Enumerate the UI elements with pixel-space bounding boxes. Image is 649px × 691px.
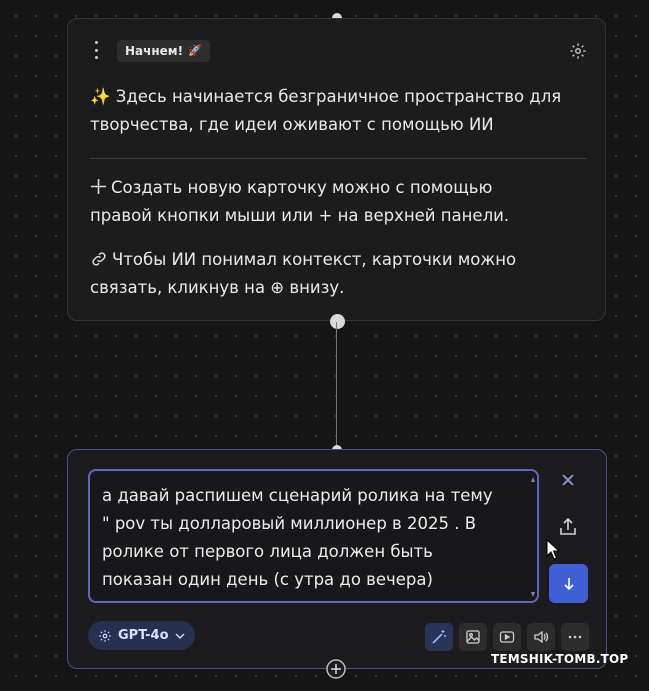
sparkles-icon: ✨ — [90, 87, 111, 106]
prompt-line-2: " pov ты долларовый миллионер в 2025 . В — [102, 514, 477, 533]
tip1-line-2: правой кнопки мыши или + на верхней панели. — [90, 206, 510, 225]
share-icon[interactable] — [556, 515, 580, 539]
tip2-line-2: связать, кликнув на ⊕ внизу. — [90, 278, 345, 297]
tip1-line-1: Создать новую карточку можно с помощью — [111, 178, 493, 197]
tip-new-card — [90, 174, 590, 230]
scrollbar[interactable] — [531, 477, 535, 597]
magic-wand-icon — [431, 629, 447, 645]
card-menu-icon[interactable] — [90, 41, 102, 59]
divider — [90, 158, 587, 159]
mouse-cursor-icon — [546, 539, 560, 561]
prompt-line-1: а давай распишем сценарий ролика на тему — [102, 486, 493, 505]
rocket-icon: 🚀 — [188, 44, 202, 57]
audio-button[interactable] — [527, 623, 555, 651]
more-button[interactable] — [561, 623, 589, 651]
chevron-down-icon — [175, 631, 185, 641]
start-badge — [117, 40, 210, 62]
add-circle-icon[interactable] — [326, 659, 346, 679]
image-icon — [465, 629, 481, 645]
model-selector[interactable] — [88, 621, 195, 650]
tip-link-cards — [90, 246, 590, 302]
intro-line-1: Здесь начинается безграничное пространство для — [115, 87, 562, 106]
connector-line — [336, 322, 337, 450]
welcome-card[interactable] — [67, 18, 606, 321]
link-icon — [90, 250, 108, 268]
prompt-textarea[interactable] — [88, 469, 539, 603]
model-label: GPT-4o — [118, 628, 169, 643]
close-icon[interactable] — [556, 468, 580, 492]
prompt-line-3: ролике от первого лица должен быть — [102, 542, 433, 561]
send-button[interactable] — [549, 564, 588, 603]
prompt-line-4: показан один день (с утра до вечера) — [102, 570, 433, 589]
video-button[interactable] — [493, 623, 521, 651]
prompt-card[interactable] — [67, 449, 607, 669]
badge-label: Начнем! — [125, 44, 184, 58]
tool-bar — [425, 623, 589, 651]
video-icon — [499, 629, 515, 645]
model-gear-icon — [98, 629, 112, 643]
magic-wand-button[interactable] — [425, 623, 453, 651]
tip2-line-1: Чтобы ИИ понимал контекст, карточки можно — [112, 250, 517, 269]
settings-gear-icon[interactable] — [569, 42, 587, 60]
speaker-icon — [533, 629, 549, 645]
arrow-down-icon — [561, 576, 577, 592]
intro-text — [90, 83, 590, 139]
intro-line-2: творчества, где идеи оживают с помощью ИИ — [90, 115, 494, 134]
watermark-text: TEMSHIK-TOMB.TOP — [491, 652, 629, 666]
image-button[interactable] — [459, 623, 487, 651]
more-icon — [567, 629, 583, 645]
card-output-dot[interactable] — [330, 314, 345, 329]
plus-icon — [90, 178, 107, 195]
